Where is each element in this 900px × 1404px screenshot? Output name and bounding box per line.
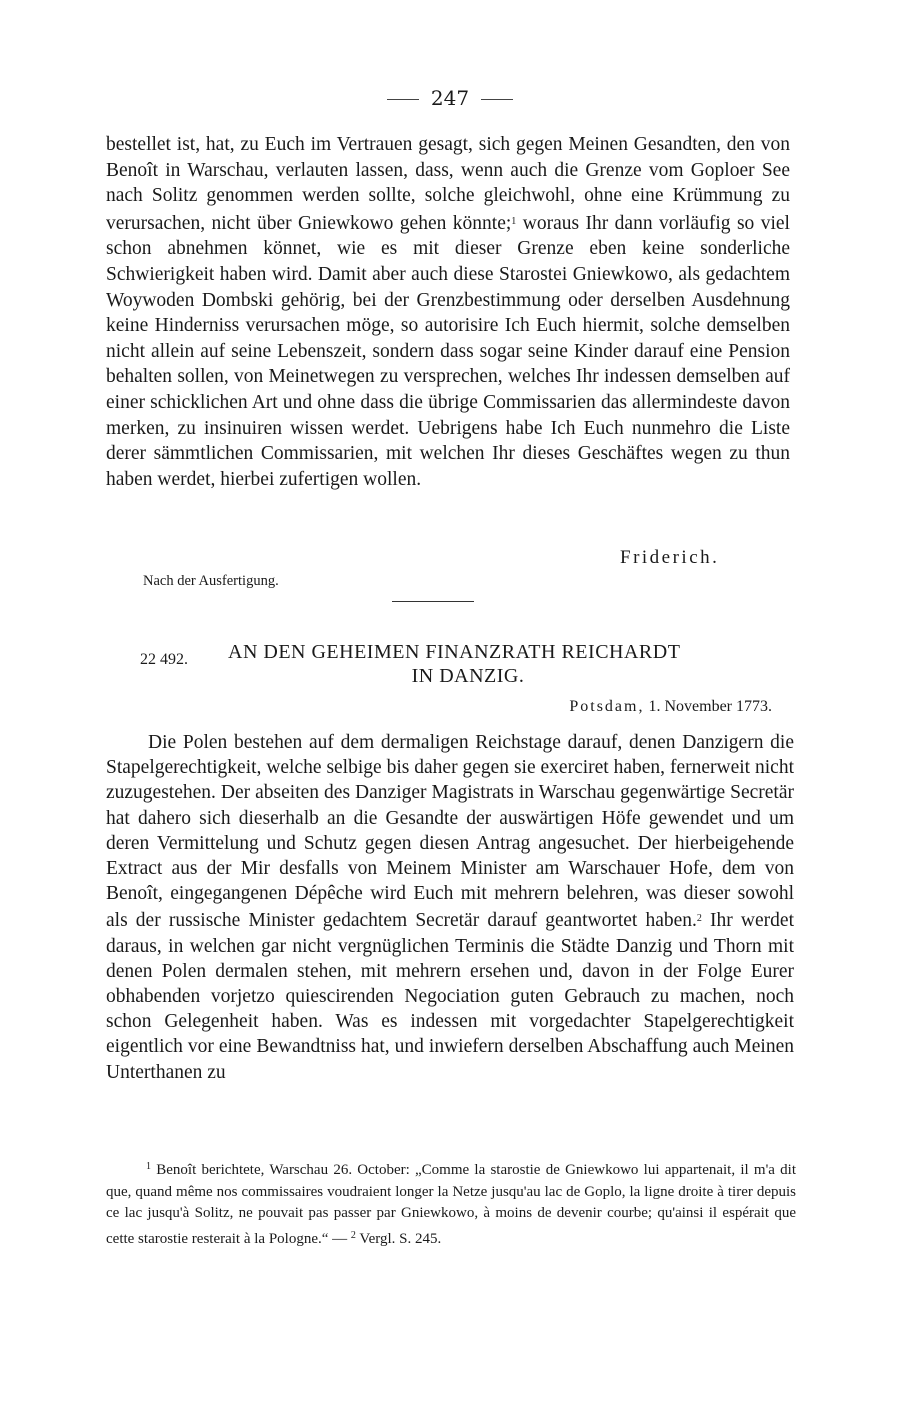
letter-continuation-text	[106, 132, 790, 492]
footnote-1-mark: 1	[146, 1161, 151, 1172]
place-date	[516, 698, 772, 716]
footnote-2-text: Vergl. S. 245.	[359, 1230, 442, 1247]
page-number: 247	[430, 86, 470, 110]
header-dash-right	[481, 99, 513, 100]
place: Potsdam,	[569, 698, 645, 715]
footnote-1	[106, 1156, 796, 1250]
footnote-ref-1: 1	[511, 215, 517, 227]
letter-text-part1: bestellet ist, hat, zu Euch im Vertrauen gesagt, sich gegen Meinen Gesandten, den von Benoît in Warschau, verlauten lassen, dass, wenn auch die Grenze vom Goploer See nach Solitz genommen werden sollte, solche gleichwohl, ohne eine Krümmung zu verursachen, nicht über Gniewkowo gehen könnte;	[106, 134, 790, 234]
heading-line-2: IN DANZIG.	[411, 665, 525, 687]
body-text-part2: Ihr werdet daraus, in welchen gar nicht vergnüglichen Terminis die Städte Danzig und Thorn mit denen Polen dermalen stehen, mit mehrern ersehen und, davon in der Folge Eurer obhabenden vorjetzo quiescirenden Negociation guten Gebrauch zu machen, noch schon Gelegenheit haben. Was es indessen mit vorgedachter Stapelgerechtigkeit eigentlich vor eine Bewandtniss hat, und inwiefern derselben Abschaffung auch Meinen Unterthanen zu	[106, 910, 794, 1083]
signature: Friderich.	[620, 547, 720, 568]
running-header	[0, 86, 900, 110]
section-divider	[392, 601, 474, 602]
document-body-text	[106, 730, 794, 1085]
footnote-2-mark: 2	[350, 1229, 356, 1241]
footnotes	[106, 1156, 796, 1250]
date: 1. November 1773.	[648, 698, 772, 715]
document-heading	[228, 640, 768, 688]
footnote-1-text: Benoît berichtete, Warschau 26. October: „Comme la starostie de Gniewkowo lui appartenait, il m'a dit que, quand même nos commissaires voudraient longer la Netze jusqu'au lac de Goplo, la ligne droite à tirer depuis ce lac jusqu'à Solitz, ne pouvait pas passer par Gniewkowo, à moins de devenir courbe; qu'ainsi il espérait que cette starostie resterait à la Pologne.“ —	[106, 1162, 797, 1247]
source-note: Nach der Ausfertigung.	[143, 573, 279, 589]
header-dash-left	[387, 99, 419, 100]
letter-text-part2: woraus Ihr dann vorläufig so viel schon abnehmen könnet, wie es mit dieser Grenze eben keine sonderliche Schwierigkeit haben wird. Damit aber auch diese Starostei Gniewkowo, als gedachtem Woywoden Dombski gehörig, bei der Grenzbestimmung oder derselben Ausdehnung keine Hinderniss verursachen möge, so autorisire Ich Euch hiermit, solche demselben nicht allein auf seine Lebenszeit, sondern dass sogar seine Kinder darauf eine Pension behalten sollen, von Meinetwegen zu versprechen, welches Ihr indessen demselben auf einer schicklichen Art und ohne dass die übrige Commissarien das allermindeste davon merken, zu insinuiren wissen werdet. Uebrigens habe Ich Euch nunmehro die Liste derer sämmtlichen Commissarien, mit welchen Ihr dieses Geschäftes wegen zu thun haben werdet, hierbei zufertigen wollen.	[106, 212, 790, 490]
footnote-ref-2: 2	[696, 913, 702, 925]
document-number: 22 492.	[140, 651, 188, 668]
body-text-part1: Die Polen bestehen auf dem dermaligen Reichstage darauf, denen Danzigern die Stapelgerechtigkeit, welche selbige bis daher gegen sie exerciret haben, fernerweit nicht zuzugestehen. Der abseiten des Danziger Magistrats in Warschau gegenwärtige Secretär hat dahero sich dieserhalb an die Gesandte der auswärtigen Höfe gewendet und um deren Vermittelung und Schutz gegen diesen Antrag angesuchet. Der hierbeigehende Extract aus der Mir desfalls von Meinem Minister am Warschauer Hofe, dem von Benoît, eingegangenen Dépêche wird Euch mit mehrern belehren, was dieser sowohl als der russische Minister gedachtem Secretär darauf geantwortet haben.	[106, 732, 794, 932]
heading-line-1: AN DEN GEHEIMEN FINANZRATH REICHARDT	[228, 641, 681, 663]
